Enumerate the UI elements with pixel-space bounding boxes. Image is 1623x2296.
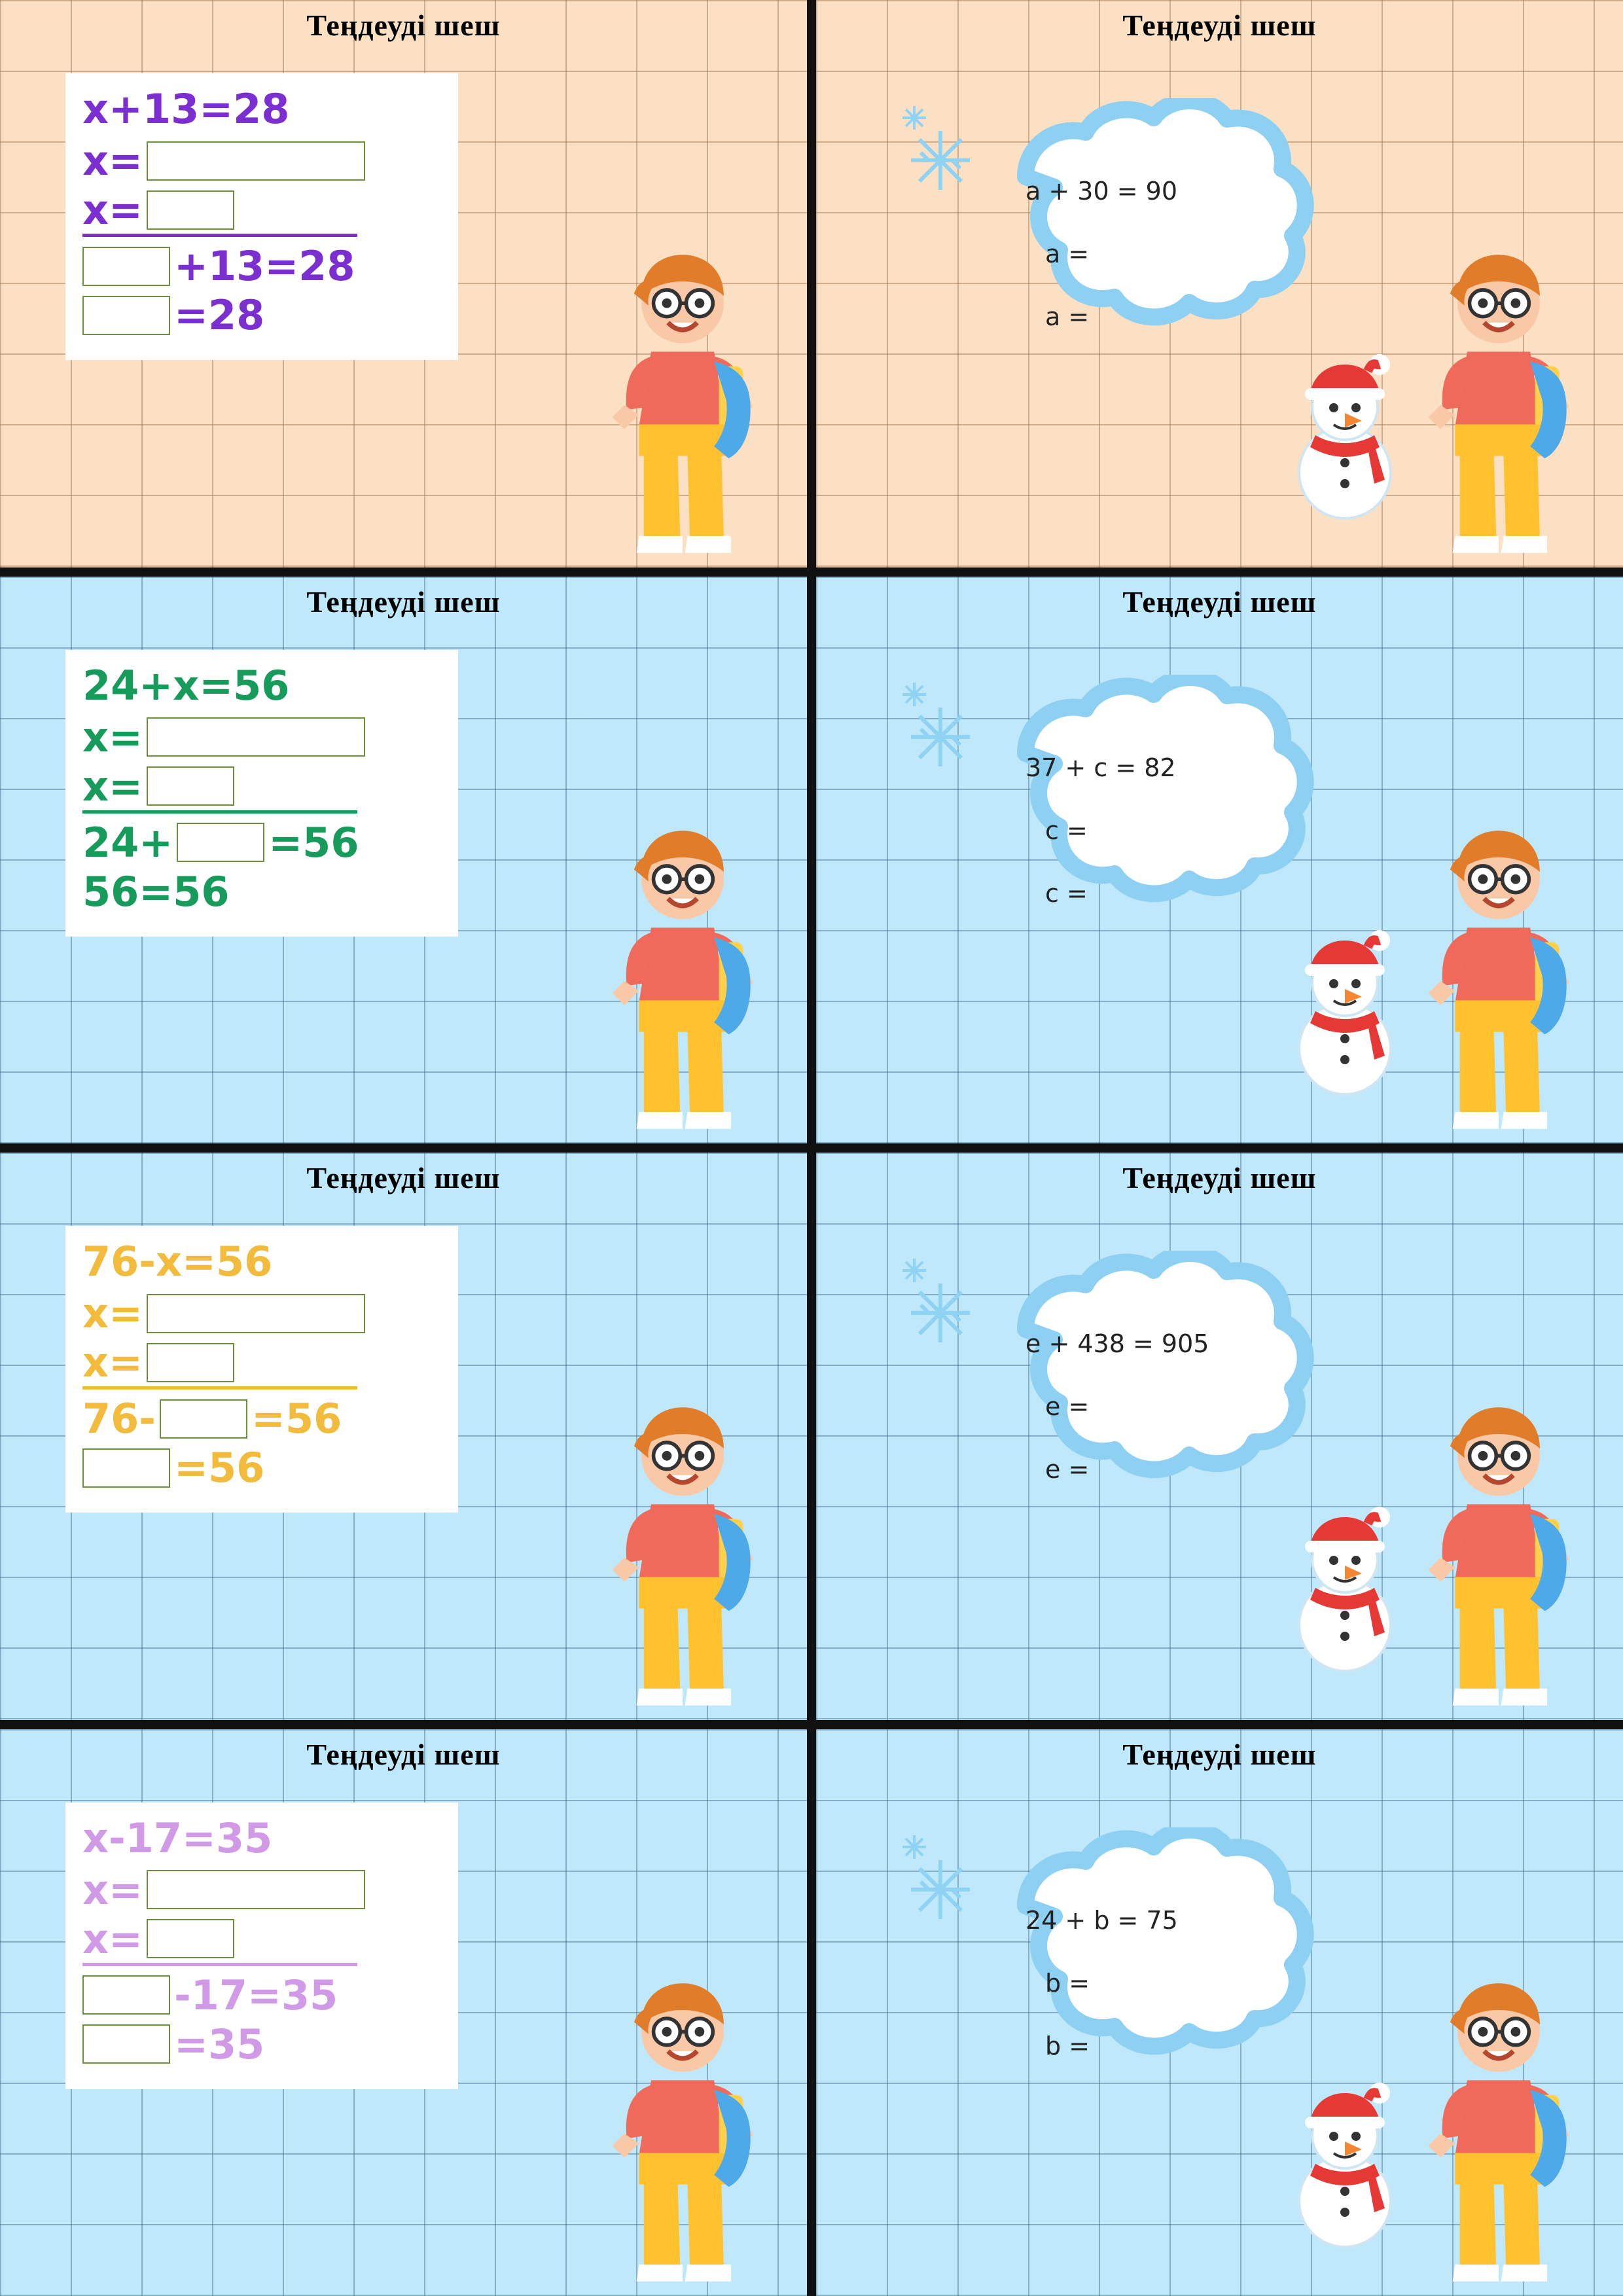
step-prefix: x= bbox=[82, 1338, 143, 1387]
step-suffix: =56 bbox=[251, 1395, 342, 1443]
equation-panel bbox=[65, 1226, 458, 1513]
equation-statement: 37 + c = 82 bbox=[1026, 753, 1176, 782]
equation-statement: x+13=28 bbox=[82, 85, 290, 133]
snowman-icon bbox=[1276, 2060, 1414, 2250]
step-prefix: x= bbox=[82, 137, 143, 185]
answer-blank[interactable] bbox=[160, 1399, 247, 1439]
card-title: Теңдеуді шеш bbox=[306, 584, 501, 619]
step-prefix: x= bbox=[82, 1289, 143, 1338]
equation-step-2[interactable]: b = bbox=[1045, 2031, 1090, 2060]
equation-panel bbox=[65, 1803, 458, 2089]
step-prefix: x= bbox=[82, 713, 143, 761]
step-prefix: x= bbox=[82, 1914, 143, 1963]
equation-statement: 24+x=56 bbox=[82, 661, 290, 709]
boy-waving-icon bbox=[1414, 1969, 1584, 2296]
snowflake-icon bbox=[895, 1827, 1006, 1945]
answer-blank[interactable] bbox=[147, 1294, 365, 1333]
card-6 bbox=[816, 1153, 1623, 1720]
answer-blank[interactable] bbox=[147, 766, 234, 806]
equation-step-2[interactable]: e = bbox=[1045, 1455, 1090, 1484]
equation-statement: 24 + b = 75 bbox=[1026, 1905, 1178, 1935]
equation-check-1 bbox=[82, 818, 441, 867]
equation-step-1 bbox=[82, 713, 441, 761]
card-title: Теңдеуді шеш bbox=[1122, 1737, 1317, 1771]
step-suffix: =35 bbox=[174, 2020, 265, 2068]
snowman-icon bbox=[1276, 908, 1414, 1098]
boy-waving-icon bbox=[597, 816, 768, 1143]
equation-statement: x-17=35 bbox=[82, 1814, 273, 1862]
card-title: Теңдеуді шеш bbox=[306, 1737, 501, 1771]
equation-step-2 bbox=[82, 1338, 357, 1390]
answer-blank[interactable] bbox=[147, 717, 365, 757]
answer-blank[interactable] bbox=[82, 247, 170, 286]
equation-step-2[interactable]: c = bbox=[1045, 878, 1088, 908]
answer-blank[interactable] bbox=[82, 296, 170, 335]
equation-statement: e + 438 = 905 bbox=[1026, 1329, 1209, 1358]
card-title: Теңдеуді шеш bbox=[1122, 1161, 1317, 1194]
equation-statement: 76-x=56 bbox=[82, 1238, 273, 1285]
snowman-icon bbox=[1276, 332, 1414, 522]
step-prefix: x= bbox=[82, 186, 143, 234]
answer-blank[interactable] bbox=[82, 1448, 170, 1488]
answer-blank[interactable] bbox=[82, 1975, 170, 2015]
equation-panel bbox=[65, 73, 458, 360]
equation-panel bbox=[65, 650, 458, 937]
equation-step-2 bbox=[82, 762, 357, 814]
step-suffix: -17=35 bbox=[174, 1971, 338, 2019]
answer-blank[interactable] bbox=[147, 141, 365, 181]
boy-waving-icon bbox=[1414, 816, 1584, 1143]
equation-step-2 bbox=[82, 1914, 357, 1966]
card-title: Теңдеуді шеш bbox=[306, 1161, 501, 1194]
step-suffix: =28 bbox=[174, 291, 265, 340]
equation-step-2 bbox=[82, 188, 357, 237]
card-7 bbox=[0, 1729, 807, 2296]
equation-check-2 bbox=[82, 291, 441, 340]
step-prefix: 56=56 bbox=[82, 867, 230, 916]
equation-step-1[interactable]: b = bbox=[1045, 1968, 1090, 1998]
equation-check-2 bbox=[82, 867, 441, 916]
answer-blank[interactable] bbox=[147, 1919, 234, 1958]
answer-blank[interactable] bbox=[82, 2024, 170, 2064]
snowman-icon bbox=[1276, 1484, 1414, 1674]
card-5 bbox=[0, 1153, 807, 1720]
card-8 bbox=[816, 1729, 1623, 2296]
answer-blank[interactable] bbox=[147, 1343, 234, 1382]
boy-waving-icon bbox=[597, 1969, 768, 2296]
equation-statement: a + 30 = 90 bbox=[1026, 177, 1177, 206]
step-prefix: 24+ bbox=[82, 818, 173, 867]
equation-step-1 bbox=[82, 1865, 441, 1914]
card-1 bbox=[0, 0, 807, 567]
boy-waving-icon bbox=[597, 1393, 768, 1720]
equation-check-1 bbox=[82, 1395, 441, 1443]
step-prefix: x= bbox=[82, 1865, 143, 1914]
equation-step-1 bbox=[82, 137, 441, 185]
equation-step-2[interactable]: a = bbox=[1045, 302, 1090, 331]
boy-waving-icon bbox=[1414, 240, 1584, 567]
equation-check-2 bbox=[82, 1444, 441, 1492]
answer-blank[interactable] bbox=[147, 190, 234, 230]
card-title: Теңдеуді шеш bbox=[306, 9, 501, 42]
answer-blank[interactable] bbox=[147, 1870, 365, 1909]
boy-waving-icon bbox=[1414, 1393, 1584, 1720]
step-prefix: 76- bbox=[82, 1395, 156, 1443]
answer-blank[interactable] bbox=[177, 823, 264, 862]
equation-step-1 bbox=[82, 1289, 441, 1338]
equation-check-1 bbox=[82, 1971, 441, 2019]
step-suffix: +13=28 bbox=[174, 242, 355, 291]
equation-step-1[interactable]: a = bbox=[1045, 240, 1090, 268]
boy-waving-icon bbox=[597, 240, 768, 567]
equation-check-1 bbox=[82, 242, 441, 291]
card-2 bbox=[816, 0, 1623, 567]
snowflake-icon bbox=[895, 98, 1006, 216]
card-title: Теңдеуді шеш bbox=[1122, 9, 1317, 42]
card-4 bbox=[816, 577, 1623, 1144]
snowflake-icon bbox=[895, 675, 1006, 793]
equation-step-1[interactable]: c = bbox=[1045, 816, 1088, 845]
card-title: Теңдеуді шеш bbox=[1122, 584, 1317, 619]
step-suffix: =56 bbox=[174, 1444, 265, 1492]
snowflake-icon bbox=[895, 1251, 1006, 1369]
step-prefix: x= bbox=[82, 762, 143, 810]
equation-check-2 bbox=[82, 2020, 441, 2068]
step-suffix: =56 bbox=[268, 818, 359, 867]
card-3 bbox=[0, 577, 807, 1144]
equation-step-1[interactable]: e = bbox=[1045, 1392, 1090, 1421]
